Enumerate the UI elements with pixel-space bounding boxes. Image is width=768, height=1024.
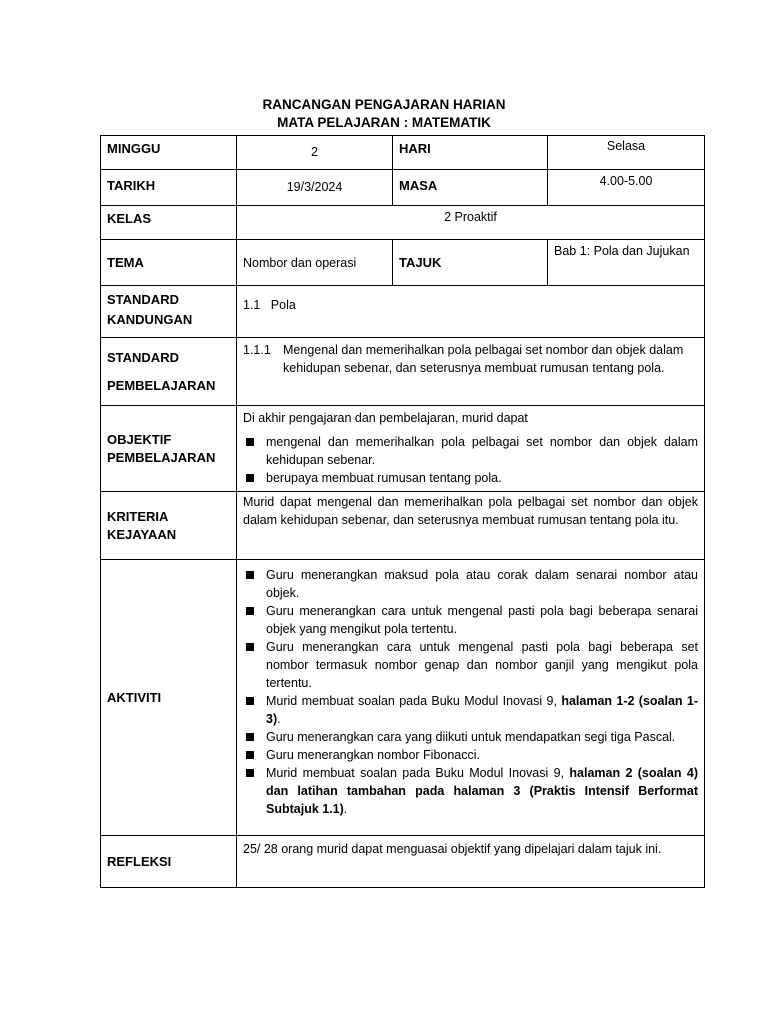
square-bullet-icon [246, 733, 254, 741]
row-standard-pembelajaran [101, 338, 705, 406]
square-bullet-icon [246, 643, 254, 651]
list-item: Guru menerangkan cara yang diikuti untuk mendapatkan segi tiga Pascal. [243, 728, 698, 746]
square-bullet-icon [246, 769, 254, 777]
label-refleksi: REFLEKSI [101, 836, 237, 888]
list-item: Murid membuat soalan pada Buku Modul Inovasi 9, halaman 1-2 (soalan 1-3). [243, 692, 698, 728]
value-standard-kandungan: 1.1 Pola [237, 286, 705, 338]
list-item: Guru menerangkan maksud pola atau corak dalam senarai nombor atau objek. [243, 566, 698, 602]
row-refleksi [101, 836, 705, 888]
label-standard-pembelajaran-2: PEMBELAJARAN [107, 378, 216, 393]
value-hari: Selasa [548, 136, 705, 170]
square-bullet-icon [246, 474, 254, 482]
value-tarikh: 19/3/2024 [237, 170, 393, 206]
row-aktiviti [101, 560, 705, 836]
square-bullet-icon [246, 438, 254, 446]
value-refleksi: 25/ 28 orang murid dapat menguasai objektif yang dipelajari dalam tajuk ini. [237, 836, 705, 888]
value-standard-pembelajaran [237, 338, 705, 406]
label-tema: TEMA [101, 240, 237, 286]
label-standard-kandungan-1: STANDARD [107, 292, 179, 307]
label-tajuk: TAJUK [393, 240, 548, 286]
title-line-2: MATA PELAJARAN : MATEMATIK [277, 115, 491, 130]
label-objektif-1: OBJEKTIF [107, 431, 172, 447]
list-item: Guru menerangkan nombor Fibonacci. [243, 746, 698, 764]
label-kelas: KELAS [101, 206, 237, 240]
square-bullet-icon [246, 751, 254, 759]
list-item: Guru menerangkan cara untuk mengenal pasti pola bagi beberapa set nombor termasuk nombor genap dan nombor ganjil yang mengikut pola tertentu. [243, 638, 698, 692]
row-kriteria [101, 492, 705, 560]
value-kelas: 2 Proaktif [237, 206, 705, 240]
label-standard-kandungan [101, 286, 237, 338]
label-minggu: MINGGU [101, 136, 237, 170]
list-item: berupaya membuat rumusan tentang pola. [243, 469, 698, 487]
value-kriteria: Murid dapat mengenal dan memerihalkan pola pelbagai set nombor dan objek dalam kehidupan sebenar, dan seterusnya membuat rumusan tentang pola itu. [237, 492, 705, 560]
list-item: Murid membuat soalan pada Buku Modul Inovasi 9, halaman 2 (soalan 4) dan latihan tambahan pada halaman 3 (Praktis Intensif Berformat Subtajuk 1.1). [243, 764, 698, 818]
row-minggu [101, 136, 705, 170]
list-item: Guru menerangkan cara untuk mengenal pasti pola bagi beberapa senarai objek yang mengikut pola tertentu. [243, 602, 698, 638]
aktiviti-list [243, 566, 698, 818]
objektif-list [243, 433, 698, 487]
square-bullet-icon [246, 697, 254, 705]
square-bullet-icon [246, 607, 254, 615]
label-kriteria-1: KRITERIA [107, 508, 169, 524]
label-standard-pembelajaran [101, 338, 237, 406]
list-item: mengenal dan memerihalkan pola pelbagai set nombor dan objek dalam kehidupan sebenar. [243, 433, 698, 469]
lesson-plan-table [100, 135, 705, 888]
label-hari: HARI [393, 136, 548, 170]
value-aktiviti [237, 560, 705, 836]
row-tarikh [101, 170, 705, 206]
title-line-1: RANCANGAN PENGAJARAN HARIAN [262, 97, 506, 112]
label-objektif [101, 406, 237, 492]
label-kriteria [101, 492, 237, 560]
label-objektif-2: PEMBELAJARAN [107, 449, 216, 465]
label-tarikh: TARIKH [101, 170, 237, 206]
row-kelas [101, 206, 705, 240]
value-tema: Nombor dan operasi [237, 240, 393, 286]
label-masa: MASA [393, 170, 548, 206]
label-aktiviti: AKTIVITI [101, 560, 237, 836]
row-tema [101, 240, 705, 286]
sp-text: Mengenal dan memerihalkan pola pelbagai set nombor dan objek dalam kehidupan sebenar, dan seterusnya membuat rumusan tentang pola. [283, 343, 684, 375]
label-standard-kandungan-2: KANDUNGAN [107, 312, 193, 327]
label-standard-pembelajaran-1: STANDARD [107, 350, 179, 365]
objektif-intro: Di akhir pengajaran dan pembelajaran, murid dapat [243, 411, 528, 425]
sp-code: 1.1.1 [243, 343, 271, 357]
row-standard-kandungan [101, 286, 705, 338]
value-tajuk: Bab 1: Pola dan Jujukan [548, 240, 705, 286]
row-objektif [101, 406, 705, 492]
square-bullet-icon [246, 571, 254, 579]
value-objektif [237, 406, 705, 492]
value-masa: 4.00-5.00 [548, 170, 705, 206]
value-minggu: 2 [237, 136, 393, 170]
page-title [0, 96, 768, 132]
label-kriteria-2: KEJAYAAN [107, 526, 177, 542]
